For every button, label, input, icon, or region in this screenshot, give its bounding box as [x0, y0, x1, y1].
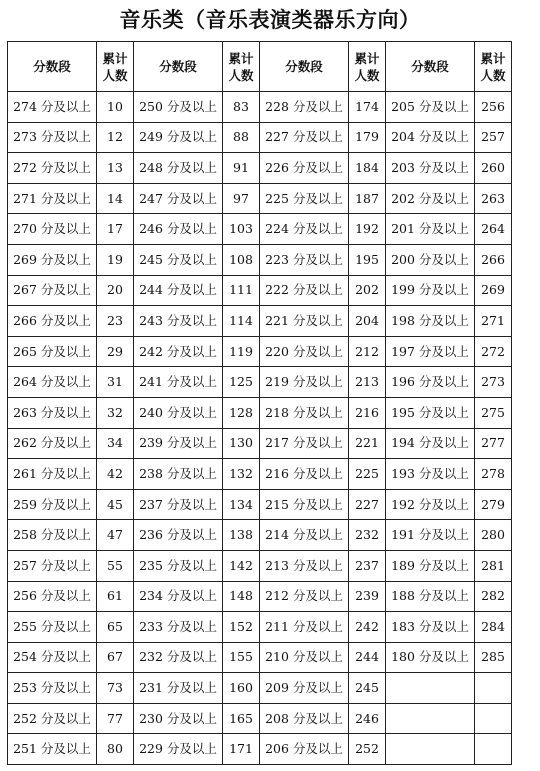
cumulative-count-cell: 212 — [349, 336, 386, 367]
table-row — [8, 306, 512, 337]
table-row — [8, 550, 512, 581]
cumulative-count-cell: 184 — [349, 153, 386, 184]
cumulative-count-cell: 179 — [349, 122, 386, 153]
score-range-cell: 244 分及以上 — [134, 275, 223, 306]
cumulative-count-cell: 160 — [223, 673, 260, 704]
cumulative-count-cell: 264 — [475, 214, 512, 245]
score-range-cell: 188 分及以上 — [386, 581, 475, 612]
cumulative-count-header — [475, 42, 512, 92]
score-range-cell: 202 分及以上 — [386, 183, 475, 214]
cumulative-count-cell: 273 — [475, 367, 512, 398]
cumulative-count-cell: 114 — [223, 306, 260, 337]
score-range-cell: 208 分及以上 — [260, 703, 349, 734]
header-line: 累计 — [354, 50, 380, 66]
cumulative-count-cell: 278 — [475, 459, 512, 490]
cumulative-count-cell: 272 — [475, 336, 512, 367]
score-range-cell: 266 分及以上 — [8, 306, 97, 337]
score-range-cell: 265 分及以上 — [8, 336, 97, 367]
cumulative-count-cell: 83 — [223, 92, 260, 123]
table-row — [8, 397, 512, 428]
cumulative-count-cell: 282 — [475, 581, 512, 612]
cumulative-count-cell: 216 — [349, 397, 386, 428]
table-row — [8, 520, 512, 551]
score-range-cell: 216 分及以上 — [260, 459, 349, 490]
score-range-cell — [386, 703, 475, 734]
score-range-cell: 222 分及以上 — [260, 275, 349, 306]
cumulative-count-cell: 266 — [475, 244, 512, 275]
table-row — [8, 489, 512, 520]
score-range-cell: 206 分及以上 — [260, 734, 349, 765]
cumulative-count-cell: 32 — [97, 397, 134, 428]
cumulative-count-cell — [475, 734, 512, 765]
score-range-cell: 272 分及以上 — [8, 153, 97, 184]
cumulative-count-cell: 221 — [349, 428, 386, 459]
score-range-cell: 183 分及以上 — [386, 612, 475, 643]
table-row — [8, 459, 512, 490]
cumulative-count-cell: 204 — [349, 306, 386, 337]
score-range-cell: 205 分及以上 — [386, 92, 475, 123]
table-body — [8, 92, 512, 765]
score-range-cell: 214 分及以上 — [260, 520, 349, 551]
cumulative-count-cell: 142 — [223, 550, 260, 581]
cumulative-count-cell: 192 — [349, 214, 386, 245]
cumulative-count-cell: 47 — [97, 520, 134, 551]
table-row — [8, 642, 512, 673]
cumulative-count-cell: 128 — [223, 397, 260, 428]
score-range-cell: 204 分及以上 — [386, 122, 475, 153]
cumulative-count-cell: 34 — [97, 428, 134, 459]
score-range-cell: 229 分及以上 — [134, 734, 223, 765]
cumulative-count-cell: 13 — [97, 153, 134, 184]
cumulative-count-cell: 111 — [223, 275, 260, 306]
score-range-cell: 180 分及以上 — [386, 642, 475, 673]
cumulative-count-cell: 61 — [97, 581, 134, 612]
score-range-cell: 233 分及以上 — [134, 612, 223, 643]
score-range-cell: 253 分及以上 — [8, 673, 97, 704]
table-row — [8, 122, 512, 153]
score-range-cell: 237 分及以上 — [134, 489, 223, 520]
cumulative-count-cell: 42 — [97, 459, 134, 490]
header-line: 人数 — [480, 67, 506, 83]
cumulative-count-cell: 195 — [349, 244, 386, 275]
score-range-cell: 259 分及以上 — [8, 489, 97, 520]
score-range-cell: 248 分及以上 — [134, 153, 223, 184]
score-range-cell: 235 分及以上 — [134, 550, 223, 581]
score-range-cell: 219 分及以上 — [260, 367, 349, 398]
table-row — [8, 734, 512, 765]
score-range-cell: 211 分及以上 — [260, 612, 349, 643]
cumulative-count-cell: 213 — [349, 367, 386, 398]
score-range-cell: 220 分及以上 — [260, 336, 349, 367]
score-range-cell: 200 分及以上 — [386, 244, 475, 275]
cumulative-count-cell: 281 — [475, 550, 512, 581]
cumulative-count-cell: 187 — [349, 183, 386, 214]
cumulative-count-cell: 165 — [223, 703, 260, 734]
table-row — [8, 428, 512, 459]
cumulative-count-cell: 45 — [97, 489, 134, 520]
cumulative-count-cell: 19 — [97, 244, 134, 275]
cumulative-count-cell: 252 — [349, 734, 386, 765]
score-range-cell: 255 分及以上 — [8, 612, 97, 643]
cumulative-count-cell: 271 — [475, 306, 512, 337]
score-range-header: 分数段 — [134, 42, 223, 92]
score-range-cell: 232 分及以上 — [134, 642, 223, 673]
score-range-cell: 241 分及以上 — [134, 367, 223, 398]
score-range-cell: 246 分及以上 — [134, 214, 223, 245]
page-title: 音乐类（音乐表演类器乐方向） — [119, 8, 421, 32]
cumulative-count-cell: 138 — [223, 520, 260, 551]
cumulative-count-cell: 125 — [223, 367, 260, 398]
score-table — [7, 41, 512, 765]
score-range-header: 分数段 — [8, 42, 97, 92]
cumulative-count-cell: 225 — [349, 459, 386, 490]
cumulative-count-cell: 279 — [475, 489, 512, 520]
score-range-cell: 227 分及以上 — [260, 122, 349, 153]
header-line: 人数 — [228, 67, 254, 83]
cumulative-count-cell: 148 — [223, 581, 260, 612]
cumulative-count-cell: 10 — [97, 92, 134, 123]
cumulative-count-cell: 12 — [97, 122, 134, 153]
score-range-header: 分数段 — [386, 42, 475, 92]
table-row — [8, 183, 512, 214]
cumulative-count-header — [223, 42, 260, 92]
table-row — [8, 703, 512, 734]
cumulative-count-cell: 88 — [223, 122, 260, 153]
score-range-cell: 215 分及以上 — [260, 489, 349, 520]
cumulative-count-cell: 280 — [475, 520, 512, 551]
score-range-cell: 245 分及以上 — [134, 244, 223, 275]
score-range-cell: 194 分及以上 — [386, 428, 475, 459]
cumulative-count-header — [349, 42, 386, 92]
score-range-cell: 234 分及以上 — [134, 581, 223, 612]
score-range-cell: 225 分及以上 — [260, 183, 349, 214]
score-range-cell: 226 分及以上 — [260, 153, 349, 184]
score-range-cell: 238 分及以上 — [134, 459, 223, 490]
cumulative-count-cell: 285 — [475, 642, 512, 673]
cumulative-count-cell: 103 — [223, 214, 260, 245]
score-range-cell: 262 分及以上 — [8, 428, 97, 459]
cumulative-count-cell: 80 — [97, 734, 134, 765]
cumulative-count-cell: 130 — [223, 428, 260, 459]
score-range-cell: 195 分及以上 — [386, 397, 475, 428]
cumulative-count-cell: 263 — [475, 183, 512, 214]
cumulative-count-cell: 277 — [475, 428, 512, 459]
cumulative-count-cell: 119 — [223, 336, 260, 367]
cumulative-count-cell: 91 — [223, 153, 260, 184]
score-range-cell: 263 分及以上 — [8, 397, 97, 428]
score-range-cell: 197 分及以上 — [386, 336, 475, 367]
score-range-cell: 254 分及以上 — [8, 642, 97, 673]
score-range-cell: 203 分及以上 — [386, 153, 475, 184]
cumulative-count-cell: 23 — [97, 306, 134, 337]
cumulative-count-cell: 171 — [223, 734, 260, 765]
header-line: 人数 — [354, 67, 380, 83]
cumulative-count-cell: 174 — [349, 92, 386, 123]
score-range-cell: 231 分及以上 — [134, 673, 223, 704]
cumulative-count-cell: 275 — [475, 397, 512, 428]
score-range-cell: 193 分及以上 — [386, 459, 475, 490]
score-range-cell: 271 分及以上 — [8, 183, 97, 214]
cumulative-count-cell: 245 — [349, 673, 386, 704]
cumulative-count-cell: 239 — [349, 581, 386, 612]
cumulative-count-cell: 14 — [97, 183, 134, 214]
cumulative-count-cell: 232 — [349, 520, 386, 551]
score-range-cell: 201 分及以上 — [386, 214, 475, 245]
cumulative-count-cell: 227 — [349, 489, 386, 520]
table-row — [8, 275, 512, 306]
score-range-cell: 236 分及以上 — [134, 520, 223, 551]
cumulative-count-cell: 132 — [223, 459, 260, 490]
cumulative-count-cell: 152 — [223, 612, 260, 643]
cumulative-count-cell: 269 — [475, 275, 512, 306]
score-range-cell: 218 分及以上 — [260, 397, 349, 428]
score-range-cell: 210 分及以上 — [260, 642, 349, 673]
score-range-cell: 273 分及以上 — [8, 122, 97, 153]
table-row — [8, 153, 512, 184]
score-range-cell: 209 分及以上 — [260, 673, 349, 704]
score-range-cell: 239 分及以上 — [134, 428, 223, 459]
score-range-cell: 264 分及以上 — [8, 367, 97, 398]
score-range-cell: 274 分及以上 — [8, 92, 97, 123]
cumulative-count-cell: 256 — [475, 92, 512, 123]
score-range-cell: 224 分及以上 — [260, 214, 349, 245]
score-range-cell: 196 分及以上 — [386, 367, 475, 398]
cumulative-count-cell: 97 — [223, 183, 260, 214]
table-row — [8, 581, 512, 612]
cumulative-count-cell: 29 — [97, 336, 134, 367]
score-range-cell: 243 分及以上 — [134, 306, 223, 337]
table-row — [8, 244, 512, 275]
cumulative-count-cell: 55 — [97, 550, 134, 581]
cumulative-count-cell: 237 — [349, 550, 386, 581]
score-range-cell: 252 分及以上 — [8, 703, 97, 734]
cumulative-count-cell: 202 — [349, 275, 386, 306]
score-range-cell: 217 分及以上 — [260, 428, 349, 459]
score-range-cell: 257 分及以上 — [8, 550, 97, 581]
cumulative-count-cell: 108 — [223, 244, 260, 275]
score-range-cell: 192 分及以上 — [386, 489, 475, 520]
header-line: 累计 — [102, 50, 128, 66]
table-row — [8, 673, 512, 704]
cumulative-count-cell: 134 — [223, 489, 260, 520]
score-range-cell: 250 分及以上 — [134, 92, 223, 123]
score-range-cell: 240 分及以上 — [134, 397, 223, 428]
score-range-cell: 189 分及以上 — [386, 550, 475, 581]
cumulative-count-cell — [475, 673, 512, 704]
cumulative-count-cell: 67 — [97, 642, 134, 673]
cumulative-count-cell: 260 — [475, 153, 512, 184]
score-range-cell: 249 分及以上 — [134, 122, 223, 153]
score-range-cell: 270 分及以上 — [8, 214, 97, 245]
table-row — [8, 92, 512, 123]
header-line: 人数 — [102, 67, 128, 83]
score-range-cell — [386, 673, 475, 704]
score-range-cell: 269 分及以上 — [8, 244, 97, 275]
cumulative-count-cell: 244 — [349, 642, 386, 673]
score-range-cell: 256 分及以上 — [8, 581, 97, 612]
cumulative-count-cell: 31 — [97, 367, 134, 398]
score-range-cell: 247 分及以上 — [134, 183, 223, 214]
table-row — [8, 214, 512, 245]
cumulative-count-cell: 77 — [97, 703, 134, 734]
cumulative-count-cell: 155 — [223, 642, 260, 673]
cumulative-count-cell: 257 — [475, 122, 512, 153]
cumulative-count-cell: 65 — [97, 612, 134, 643]
cumulative-count-header — [97, 42, 134, 92]
score-range-cell: 198 分及以上 — [386, 306, 475, 337]
score-range-cell: 213 分及以上 — [260, 550, 349, 581]
cumulative-count-cell: 17 — [97, 214, 134, 245]
cumulative-count-cell: 242 — [349, 612, 386, 643]
table-row — [8, 367, 512, 398]
table-row — [8, 612, 512, 643]
header-line: 累计 — [480, 50, 506, 66]
cumulative-count-cell: 246 — [349, 703, 386, 734]
score-range-cell: 258 分及以上 — [8, 520, 97, 551]
score-range-cell — [386, 734, 475, 765]
score-range-cell: 242 分及以上 — [134, 336, 223, 367]
score-range-cell: 223 分及以上 — [260, 244, 349, 275]
cumulative-count-cell — [475, 703, 512, 734]
score-range-cell: 267 分及以上 — [8, 275, 97, 306]
header-line: 累计 — [228, 50, 254, 66]
score-range-cell: 212 分及以上 — [260, 581, 349, 612]
cumulative-count-cell: 73 — [97, 673, 134, 704]
score-range-cell: 228 分及以上 — [260, 92, 349, 123]
score-range-cell: 199 分及以上 — [386, 275, 475, 306]
cumulative-count-cell: 20 — [97, 275, 134, 306]
score-range-cell: 221 分及以上 — [260, 306, 349, 337]
cumulative-count-cell: 284 — [475, 612, 512, 643]
score-range-cell: 230 分及以上 — [134, 703, 223, 734]
score-range-cell: 261 分及以上 — [8, 459, 97, 490]
header-row — [8, 42, 512, 92]
score-range-cell: 191 分及以上 — [386, 520, 475, 551]
table-row — [8, 336, 512, 367]
score-range-cell: 251 分及以上 — [8, 734, 97, 765]
score-range-header: 分数段 — [260, 42, 349, 92]
